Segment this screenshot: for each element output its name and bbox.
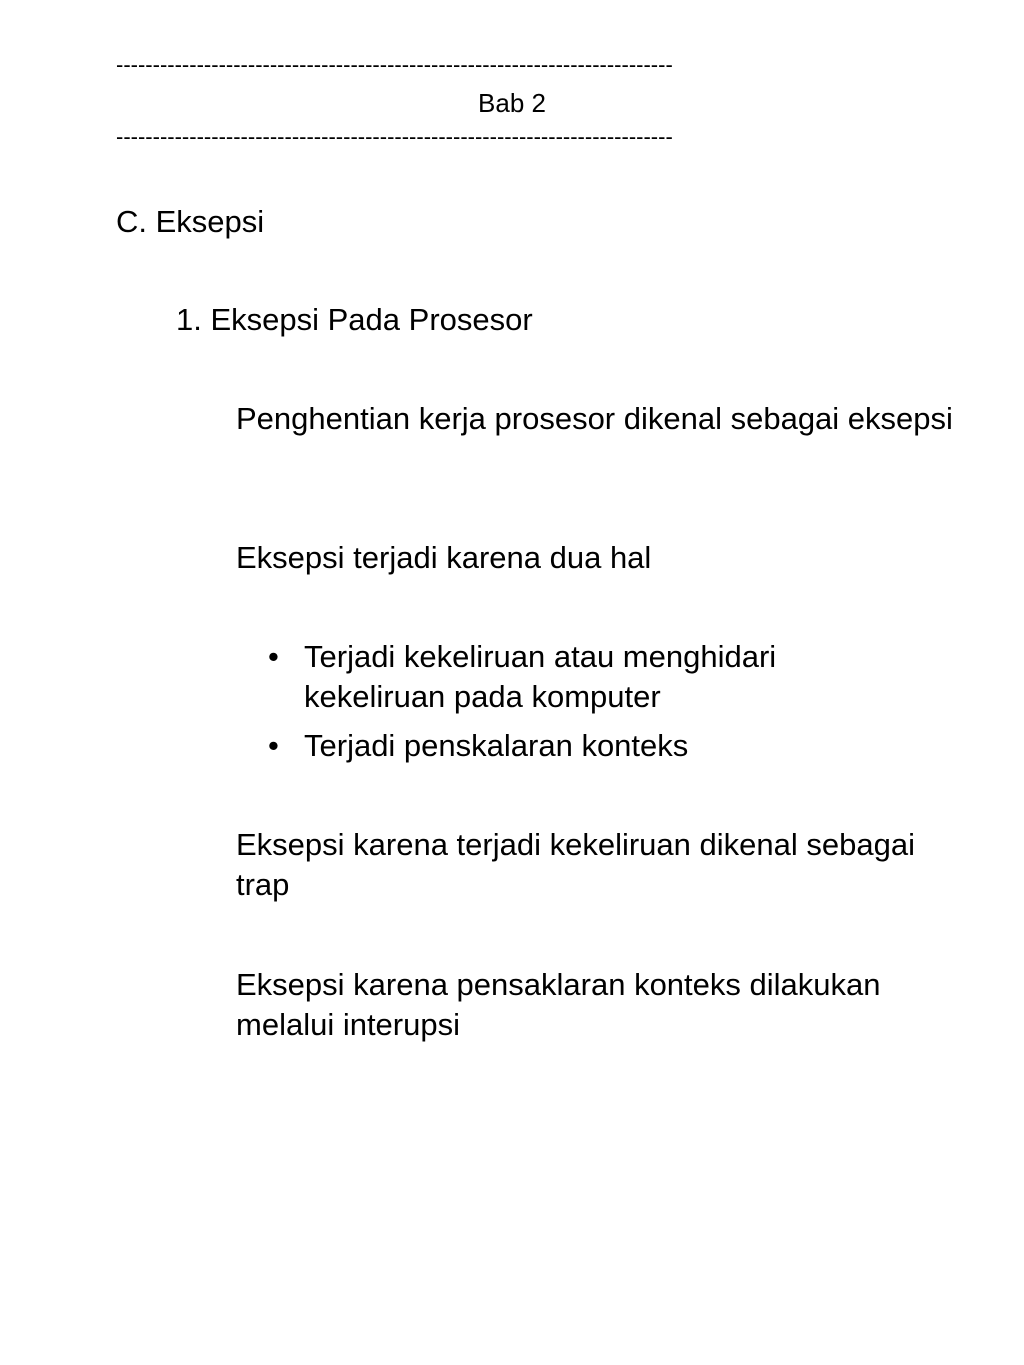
paragraph-exception-causes: Eksepsi terjadi karena dua hal [236,540,652,575]
header-rule-bottom: ---------------------------------------------------------------------------- [116,124,673,149]
bullet-marker: • [268,639,279,674]
paragraph-exception-definition: Penghentian kerja prosesor dikenal sebagai eksepsi [236,401,953,436]
paragraph-interrupt: Eksepsi karena pensaklaran konteks dilakukan melalui interupsi [236,967,881,1042]
list-item [268,637,908,717]
list-item-text: Terjadi kekeliruan atau menghidari kekeliruan pada komputer [304,639,777,714]
cause-list [268,637,908,775]
list-item-text: Terjadi penskalaran konteks [304,728,689,763]
header-rule-top: ---------------------------------------------------------------------------- [116,52,673,77]
subsection-title: 1. Eksepsi Pada Prosesor [176,302,533,337]
bullet-marker: • [268,728,279,763]
section-title: C. Eksepsi [116,204,265,239]
paragraph-trap: Eksepsi karena terjadi kekeliruan dikenal sebagai trap [236,827,915,902]
chapter-label: Bab 2 [478,88,546,118]
list-item [268,726,908,766]
